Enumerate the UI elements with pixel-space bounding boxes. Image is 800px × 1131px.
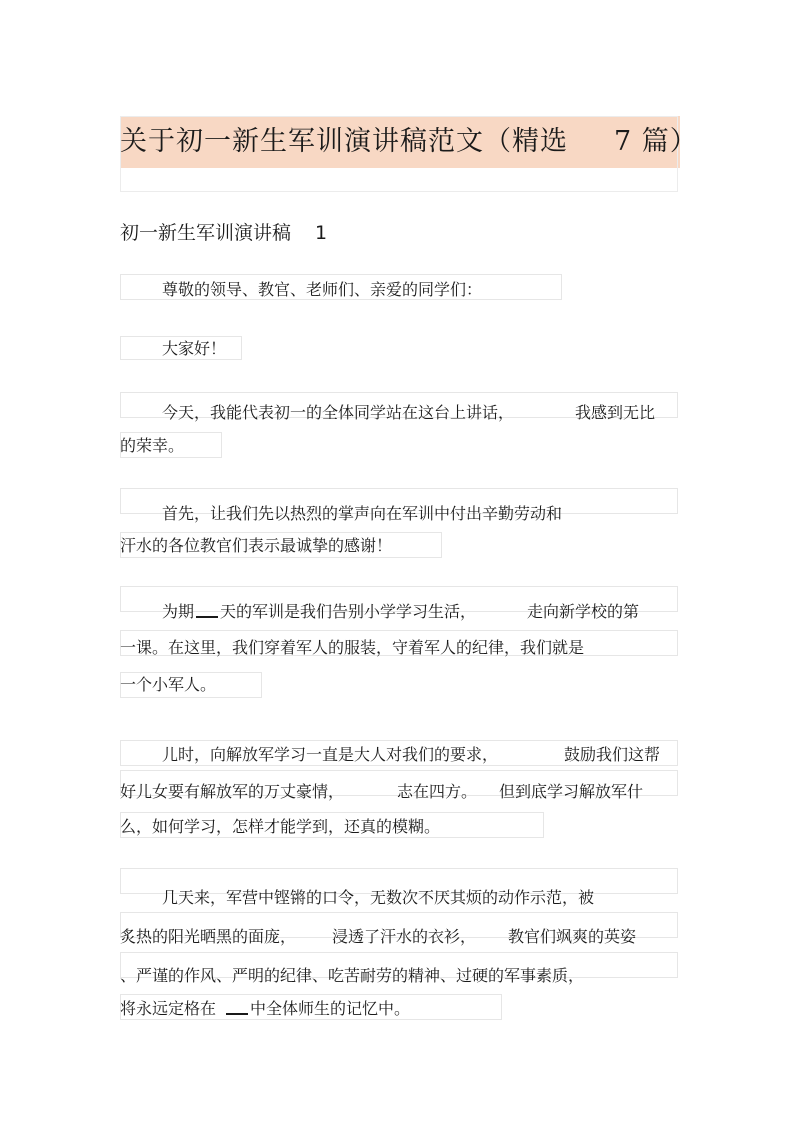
paragraph-line (120, 996, 410, 1022)
section-heading-text: 初一新生军训演讲稿 (120, 222, 292, 244)
paragraph-line: 一个小军人。 (120, 675, 217, 694)
paragraph-line: 我感到无比 (575, 403, 656, 422)
greeting-line: 尊敬的领导、教官、老师们、亲爱的同学们： (162, 280, 483, 299)
paragraph-line: 、严谨的作风、严明的纪律、吃苦耐劳的精神、过硬的军事素质， (120, 966, 585, 985)
paragraph-line: 好儿女要有解放军的万丈豪情， (120, 782, 345, 801)
blank-underline (196, 602, 218, 618)
paragraph-line: 炙热的阳光晒黑的面庞， (120, 927, 297, 946)
document-title (120, 122, 698, 162)
paragraph-line: 汗水的各位教官们表示最诚挚的感谢！ (120, 536, 393, 555)
document-title-text: 关于初一新生军训演讲稿范文（精选 (120, 126, 568, 157)
section-heading-number: 1 (315, 222, 328, 244)
paragraph-line: 志在四方。 (397, 782, 478, 801)
paragraph-line: 今天，我能代表初一的全体同学站在这台上讲话， (162, 403, 515, 422)
paragraph-line (162, 599, 476, 625)
paragraph-line: 儿时，向解放军学习一直是大人对我们的要求， (162, 745, 499, 764)
paragraph-fragment: 中全体师生的记忆中。 (250, 999, 411, 1018)
paragraph-fragment: 天的军训是我们告别小学学习生活， (220, 602, 477, 621)
paragraph-line: 的荣幸。 (120, 436, 185, 455)
paragraph-line: 但到底学习解放军什 (499, 782, 644, 801)
paragraph-fragment: 将永远定格在 (120, 999, 217, 1018)
paragraph-fragment: 为期 (162, 602, 195, 621)
paragraph-line: 走向新学校的第 (527, 602, 640, 621)
blank-underline (226, 999, 248, 1015)
paragraph-line: 鼓励我们这帮 (564, 745, 661, 764)
hello-line: 大家好！ (162, 339, 227, 358)
document-title-count: 7 篇） (614, 126, 698, 157)
paragraph-line: 浸透了汗水的衣衫， (332, 927, 477, 946)
paragraph-line: 首先，让我们先以热烈的掌声向在军训中付出辛勤劳动和 (162, 504, 563, 523)
paragraph-line: 教官们飒爽的英姿 (508, 927, 637, 946)
paragraph-line: 几天来，军营中铿锵的口令，无数次不厌其烦的动作示范，被 (162, 888, 595, 907)
paragraph-line: 一课。在这里，我们穿着军人的服装，守着军人的纪律，我们就是 (120, 638, 585, 657)
section-heading (120, 218, 327, 248)
paragraph-line: 么，如何学习，怎样才能学到，还真的模糊。 (120, 817, 441, 836)
